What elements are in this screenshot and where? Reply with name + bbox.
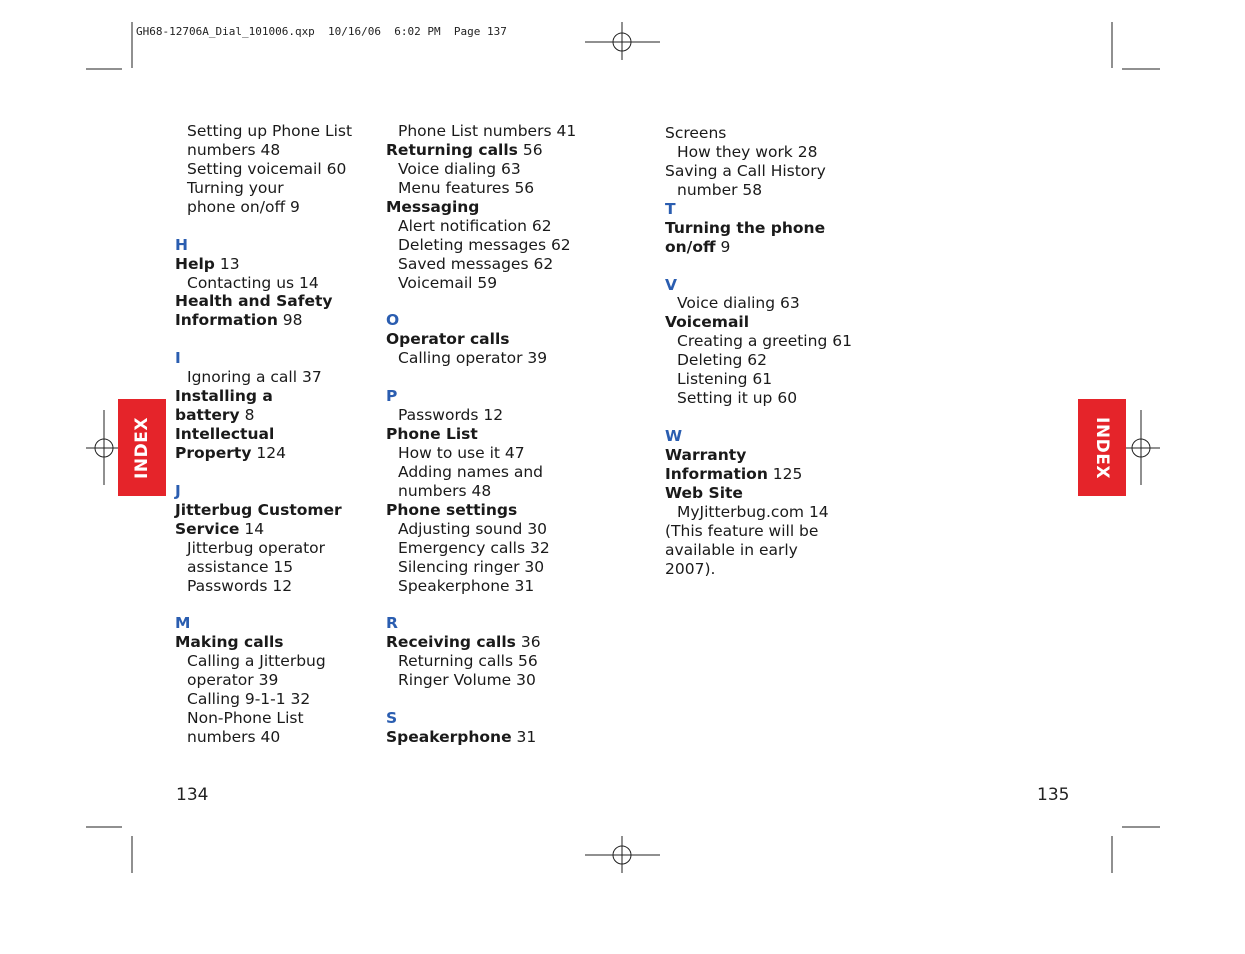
spacer bbox=[386, 292, 576, 311]
index-main-entry bbox=[665, 238, 852, 257]
index-main-entry bbox=[175, 444, 352, 463]
index-subentry: Calling operator 39 bbox=[398, 349, 548, 368]
index-subentry: numbers 40 bbox=[187, 728, 281, 746]
index-main-entry bbox=[175, 387, 352, 406]
index-subentry: Returning calls 56 bbox=[398, 652, 538, 671]
index-entry-text: available in early bbox=[665, 540, 798, 559]
index-entry-page: 56 bbox=[517, 140, 543, 159]
index-letter-heading: P bbox=[386, 387, 398, 406]
index-main-entry bbox=[386, 141, 576, 160]
index-subentry: number 58 bbox=[677, 180, 763, 199]
index-entry-page: 36 bbox=[515, 633, 541, 652]
index-subentry: Speakerphone 31 bbox=[398, 576, 535, 595]
index-entry-page: 14 bbox=[239, 519, 265, 538]
index-entry-term: Phone settings bbox=[386, 500, 518, 519]
index-subentry: Deleting 62 bbox=[677, 351, 768, 370]
print-slug: GH68-12706A_Dial_101006.qxp 10/16/06 6:02 PM Page 137 bbox=[136, 25, 507, 38]
index-entry-term: Messaging bbox=[386, 197, 480, 216]
index-main-entry bbox=[386, 198, 576, 217]
index-subentry: Passwords 12 bbox=[187, 576, 293, 595]
index-subentry: Deleting messages 62 bbox=[398, 235, 571, 254]
index-subentry: Creating a greeting 61 bbox=[677, 332, 852, 351]
index-subentry: Non-Phone List bbox=[187, 709, 304, 728]
index-entry-term: Health and Safety bbox=[175, 292, 333, 311]
index-main-entry bbox=[386, 728, 576, 747]
index-subentry: Turning your bbox=[187, 178, 284, 197]
index-subentry: assistance 15 bbox=[187, 557, 294, 576]
index-entry-term: Operator calls bbox=[386, 330, 510, 349]
index-entry-page: 125 bbox=[767, 464, 803, 483]
index-entry-term: Phone List bbox=[386, 425, 478, 443]
index-main-entry bbox=[175, 520, 352, 539]
index-entry-term: Jitterbug Customer bbox=[175, 500, 342, 519]
index-entry-term: Speakerphone bbox=[386, 728, 512, 746]
index-subentry: Emergency calls 32 bbox=[398, 538, 550, 557]
index-entry-term: Turning the phone bbox=[665, 218, 826, 237]
index-main-entry bbox=[175, 633, 352, 652]
index-entry-term: Voicemail bbox=[665, 313, 750, 332]
index-subentry: Ignoring a call 37 bbox=[187, 368, 322, 387]
index-subentry: numbers 48 bbox=[398, 481, 492, 500]
index-subentry: operator 39 bbox=[187, 671, 279, 690]
index-main-entry bbox=[386, 425, 576, 444]
index-main-entry bbox=[386, 330, 576, 349]
index-main-entry bbox=[175, 255, 352, 274]
index-main-entry bbox=[175, 501, 352, 520]
index-tab-left bbox=[118, 399, 166, 496]
index-entry-term: Installing a bbox=[175, 387, 273, 406]
index-column-1 bbox=[175, 122, 352, 747]
spacer bbox=[175, 217, 352, 236]
index-letter-heading: M bbox=[175, 614, 191, 633]
spacer bbox=[665, 408, 852, 427]
index-subentry: How they work 28 bbox=[677, 142, 818, 161]
index-main-entry bbox=[665, 446, 852, 465]
index-entry-term: Returning calls bbox=[386, 140, 518, 159]
index-letter-heading: S bbox=[386, 709, 398, 728]
page-number-right: 135 bbox=[1037, 785, 1070, 805]
index-entry-term: Property bbox=[175, 443, 252, 462]
page-number-left: 134 bbox=[176, 785, 209, 805]
index-letter-heading: R bbox=[386, 614, 398, 633]
index-tab-right-label: INDEX bbox=[1092, 416, 1112, 479]
spacer bbox=[175, 463, 352, 482]
index-main-entry bbox=[665, 313, 852, 332]
index-entry-text: Saving a Call History bbox=[665, 161, 826, 180]
index-entry-page: 9 bbox=[715, 237, 731, 256]
index-subentry: Contacting us 14 bbox=[187, 273, 319, 292]
index-main-entry bbox=[665, 465, 852, 484]
index-subentry: Voice dialing 63 bbox=[398, 159, 521, 178]
index-entry-text: (This feature will be bbox=[665, 521, 819, 540]
index-subentry: Setting up Phone List bbox=[187, 122, 353, 140]
index-subentry: MyJitterbug.com 14 bbox=[677, 502, 829, 521]
spacer bbox=[175, 595, 352, 614]
index-letter-heading: J bbox=[175, 481, 181, 500]
index-letter-heading: O bbox=[386, 311, 400, 330]
index-subentry: Calling a Jitterbug bbox=[187, 652, 326, 671]
index-entry-term: Intellectual bbox=[175, 425, 275, 443]
index-subentry: Setting it up 60 bbox=[677, 389, 798, 408]
index-subentry: Ringer Volume 30 bbox=[398, 671, 536, 690]
index-entry-term: Help bbox=[175, 254, 215, 273]
index-entry-term: Web Site bbox=[665, 483, 743, 502]
index-entry-page: 124 bbox=[251, 443, 286, 462]
index-subentry: Adding names and bbox=[398, 462, 544, 481]
index-entry-term: Service bbox=[175, 519, 240, 538]
index-entry-page: 13 bbox=[214, 254, 240, 273]
index-main-entry bbox=[175, 292, 352, 311]
index-letter-heading: V bbox=[665, 275, 677, 294]
index-entry-term: Warranty bbox=[665, 445, 747, 464]
index-entry-term: on/off bbox=[665, 237, 716, 256]
index-main-entry bbox=[175, 425, 352, 444]
index-subentry: Passwords 12 bbox=[398, 406, 504, 425]
index-subentry: Adjusting sound 30 bbox=[398, 519, 548, 538]
index-entry-term: Making calls bbox=[175, 633, 284, 652]
spacer bbox=[386, 690, 576, 709]
index-entry-text: Screens bbox=[665, 124, 727, 142]
index-subentry: Phone List numbers 41 bbox=[398, 122, 577, 140]
index-subentry: Silencing ringer 30 bbox=[398, 557, 545, 576]
index-entry-page: 8 bbox=[239, 406, 255, 425]
index-tab-left-label: INDEX bbox=[132, 416, 152, 479]
index-entry-page: 31 bbox=[511, 728, 537, 746]
spacer bbox=[665, 257, 852, 276]
index-subentry: Jitterbug operator bbox=[187, 538, 326, 557]
index-column-2 bbox=[386, 122, 576, 747]
index-letter-heading: T bbox=[665, 199, 676, 218]
index-entry-text: 2007). bbox=[665, 559, 716, 578]
index-subentry: Saved messages 62 bbox=[398, 254, 554, 273]
index-main-entry bbox=[665, 219, 852, 238]
index-entry-term: Receiving calls bbox=[386, 633, 516, 652]
index-entry-term: battery bbox=[175, 406, 240, 425]
index-main-entry bbox=[175, 406, 352, 425]
index-subentry: Alert notification 62 bbox=[398, 216, 552, 235]
index-subentry: Setting voicemail 60 bbox=[187, 159, 347, 178]
index-main-entry bbox=[665, 484, 852, 503]
index-subentry: How to use it 47 bbox=[398, 443, 525, 462]
index-letter-heading: W bbox=[665, 427, 683, 445]
index-main-entry bbox=[386, 501, 576, 520]
index-subentry: Voice dialing 63 bbox=[677, 294, 800, 313]
index-entry-term: Information bbox=[665, 464, 768, 483]
index-letter-heading: I bbox=[175, 349, 181, 368]
spacer bbox=[386, 595, 576, 614]
index-main-entry bbox=[175, 311, 352, 330]
index-subentry: Calling 9-1-1 32 bbox=[187, 690, 311, 709]
index-tab-right bbox=[1078, 399, 1126, 496]
index-entry-page: 98 bbox=[277, 311, 303, 330]
spacer bbox=[386, 368, 576, 387]
index-column-3 bbox=[665, 124, 852, 579]
index-letter-heading: H bbox=[175, 235, 188, 254]
index-subentry: phone on/off 9 bbox=[187, 197, 300, 216]
index-subentry: numbers 48 bbox=[187, 140, 281, 159]
spacer bbox=[175, 330, 352, 349]
index-subentry: Menu features 56 bbox=[398, 178, 535, 197]
index-subentry: Listening 61 bbox=[677, 370, 773, 389]
index-main-entry bbox=[386, 633, 576, 652]
index-entry-term: Information bbox=[175, 311, 278, 330]
index-subentry: Voicemail 59 bbox=[398, 273, 498, 292]
